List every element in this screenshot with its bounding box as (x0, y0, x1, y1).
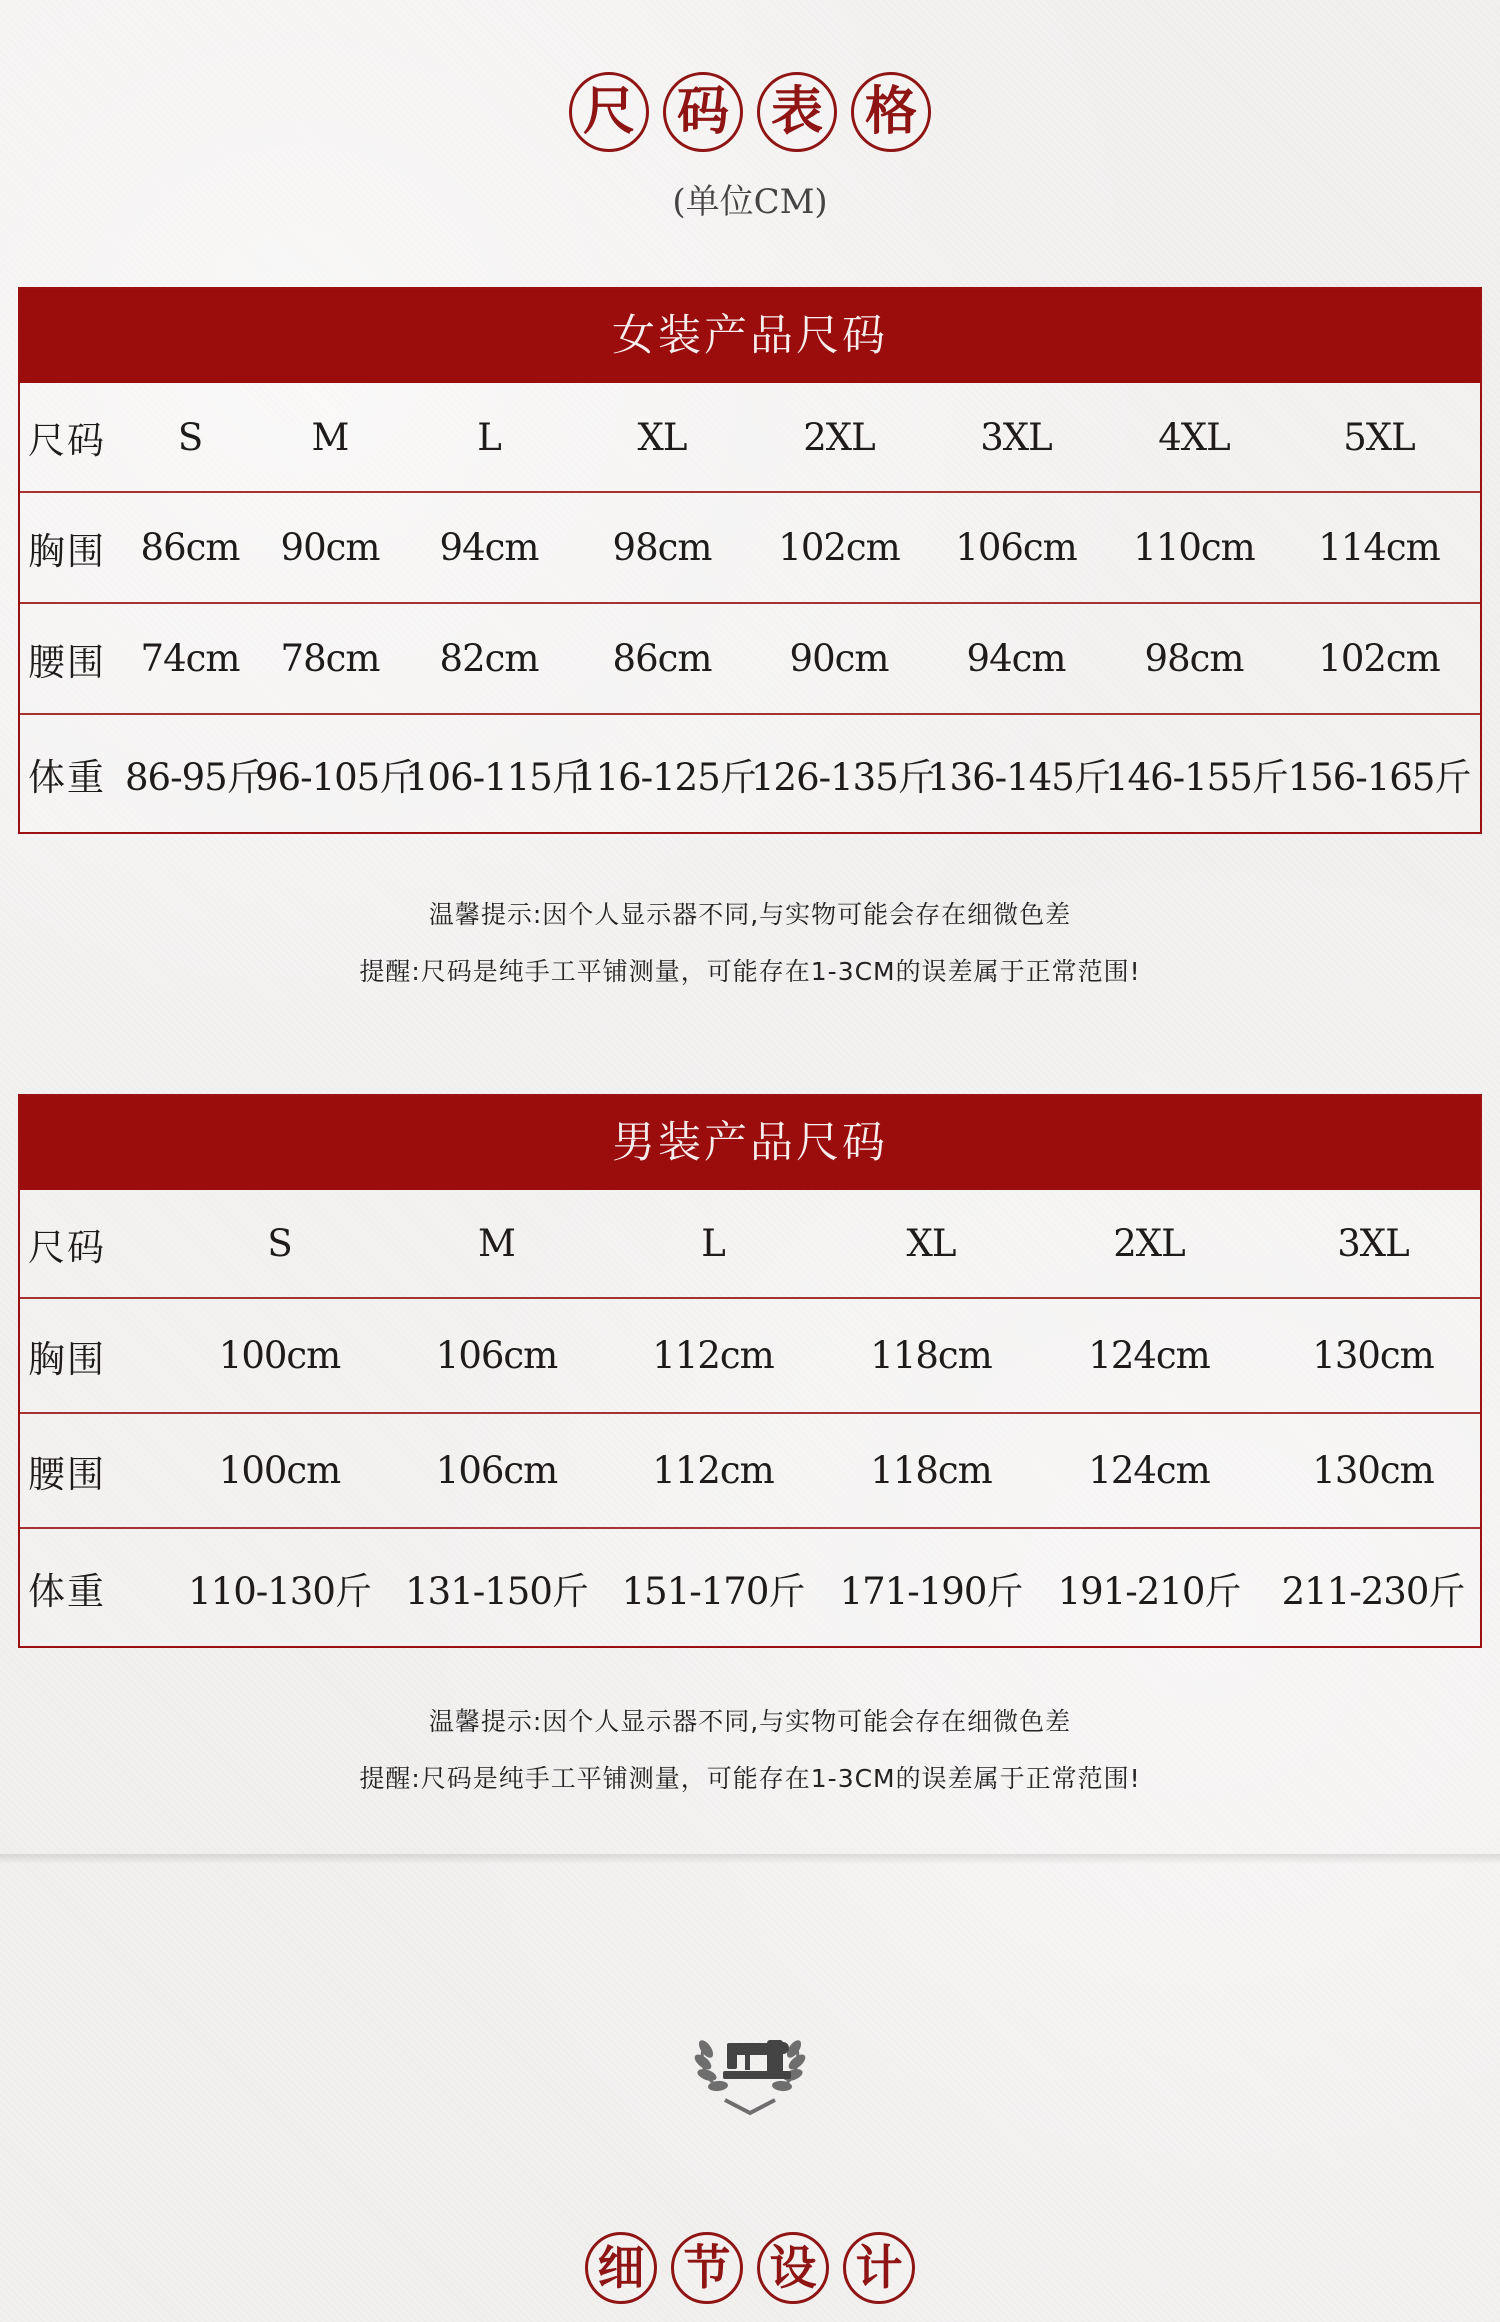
women-weight-m: 96-105斤 (255, 755, 416, 799)
men-bust-2xl: 124cm (1088, 1334, 1210, 1377)
men-waist-xl: 118cm (870, 1449, 992, 1492)
women-size-section (18, 287, 1482, 834)
heading-seal-3: 表 (757, 72, 837, 152)
section-divider (0, 1854, 1500, 1864)
women-weight-l: 106-115斤 (405, 755, 588, 799)
men-waist-s: 100cm (218, 1449, 341, 1492)
men-size-xl: XL (906, 1222, 956, 1265)
men-bust-xl: 118cm (870, 1334, 992, 1377)
women-waist-xl: 86cm (612, 637, 712, 680)
women-waist-m: 78cm (280, 637, 380, 680)
women-waist-s: 74cm (140, 637, 240, 680)
unit-label: (单位CM) (672, 182, 828, 222)
women-weight-2xl: 126-135斤 (751, 755, 934, 799)
men-note-1: 温馨提示:因个人显示器不同,与实物可能会存在细微色差 (428, 1707, 1072, 1736)
men-row-label-weight: 体重 (28, 1569, 106, 1613)
women-size-table (20, 383, 1480, 832)
men-row-label-bust: 胸围 (28, 1337, 106, 1381)
men-size-section (18, 1094, 1482, 1648)
women-row-label-bust: 胸围 (28, 529, 106, 573)
women-row-label-weight: 体重 (28, 755, 106, 799)
women-size-m: M (311, 415, 349, 459)
women-weight-5xl: 156-165斤 (1287, 755, 1471, 799)
men-bust-m: 106cm (435, 1334, 558, 1377)
women-note-2: 提醒:尺码是纯手工平铺测量，可能存在1-3CM的误差属于正常范围! (359, 957, 1141, 986)
women-bust-s: 86cm (140, 526, 240, 569)
detail-seal-3: 设 (757, 2232, 829, 2304)
women-bust-3xl: 106cm (955, 526, 1077, 569)
men-bust-s: 100cm (218, 1334, 341, 1377)
men-size-s: S (267, 1222, 292, 1265)
men-size-l: L (701, 1222, 725, 1265)
women-waist-3xl: 94cm (966, 637, 1066, 680)
women-weight-xl: 116-125斤 (573, 755, 756, 799)
men-size-m: M (478, 1222, 515, 1265)
women-row-label-waist: 腰围 (28, 640, 106, 684)
women-weight-3xl: 136-145斤 (927, 755, 1110, 799)
men-bust-l: 112cm (652, 1334, 774, 1377)
men-bust-row (20, 1297, 1480, 1412)
men-header-row (20, 1190, 1480, 1297)
women-bust-m: 90cm (280, 526, 380, 569)
women-size-2xl: 2XL (803, 415, 875, 459)
women-row-label-size: 尺码 (28, 419, 106, 462)
women-size-s: S (177, 415, 203, 459)
women-size-4xl: 4XL (1158, 415, 1230, 459)
men-size-3xl: 3XL (1337, 1222, 1409, 1265)
heading-seal-2: 码 (663, 72, 743, 152)
men-weight-row (20, 1527, 1480, 1646)
women-waist-5xl: 102cm (1318, 637, 1440, 680)
men-bust-3xl: 130cm (1312, 1334, 1434, 1377)
women-section-title: 女装产品尺码 (20, 289, 1480, 383)
men-waist-2xl: 124cm (1088, 1449, 1210, 1492)
women-waist-l: 82cm (439, 637, 539, 680)
women-waist-2xl: 90cm (789, 637, 889, 680)
detail-design-heading (0, 2232, 1500, 2304)
women-bust-4xl: 110cm (1133, 526, 1255, 569)
detail-seal-1: 细 (585, 2232, 657, 2304)
women-size-xl: XL (637, 415, 687, 459)
detail-seal-4: 计 (843, 2232, 915, 2304)
men-note-2: 提醒:尺码是纯手工平铺测量，可能存在1-3CM的误差属于正常范围! (359, 1764, 1141, 1793)
men-size-2xl: 2XL (1113, 1222, 1185, 1265)
women-bust-row (20, 491, 1480, 602)
men-section-title: 男装产品尺码 (20, 1096, 1480, 1190)
women-size-3xl: 3XL (980, 415, 1052, 459)
size-chart-heading (0, 72, 1500, 152)
heading-seal-1: 尺 (569, 72, 649, 152)
men-size-table (20, 1190, 1480, 1646)
men-waist-m: 106cm (435, 1449, 558, 1492)
women-bust-5xl: 114cm (1318, 526, 1440, 569)
men-weight-xl: 171-190斤 (839, 1569, 1023, 1613)
women-note-1: 温馨提示:因个人显示器不同,与实物可能会存在细微色差 (428, 900, 1072, 929)
men-row-label-waist: 腰围 (28, 1452, 106, 1496)
women-weight-s: 86-95斤 (125, 755, 263, 799)
women-waist-4xl: 98cm (1144, 637, 1244, 680)
men-weight-3xl: 211-230斤 (1281, 1569, 1465, 1613)
men-weight-s: 110-130斤 (188, 1569, 371, 1613)
detail-seal-2: 节 (671, 2232, 743, 2304)
men-waist-3xl: 130cm (1312, 1449, 1434, 1492)
women-weight-row (20, 713, 1480, 832)
men-weight-2xl: 191-210斤 (1057, 1569, 1241, 1613)
women-size-l: L (477, 415, 501, 459)
women-bust-2xl: 102cm (778, 526, 900, 569)
men-waist-row (20, 1412, 1480, 1527)
men-row-label-size: 尺码 (28, 1225, 106, 1269)
men-weight-m: 131-150斤 (405, 1569, 588, 1613)
women-waist-row (20, 602, 1480, 713)
women-size-5xl: 5XL (1343, 415, 1415, 459)
women-bust-l: 94cm (439, 526, 539, 569)
women-weight-4xl: 146-155斤 (1105, 755, 1288, 799)
men-weight-l: 151-170斤 (621, 1569, 805, 1613)
sewing-machine-laurel-icon (675, 2018, 825, 2128)
men-waist-l: 112cm (652, 1449, 774, 1492)
women-header-row (20, 383, 1480, 491)
heading-seal-4: 格 (851, 72, 931, 152)
women-bust-xl: 98cm (612, 526, 712, 569)
